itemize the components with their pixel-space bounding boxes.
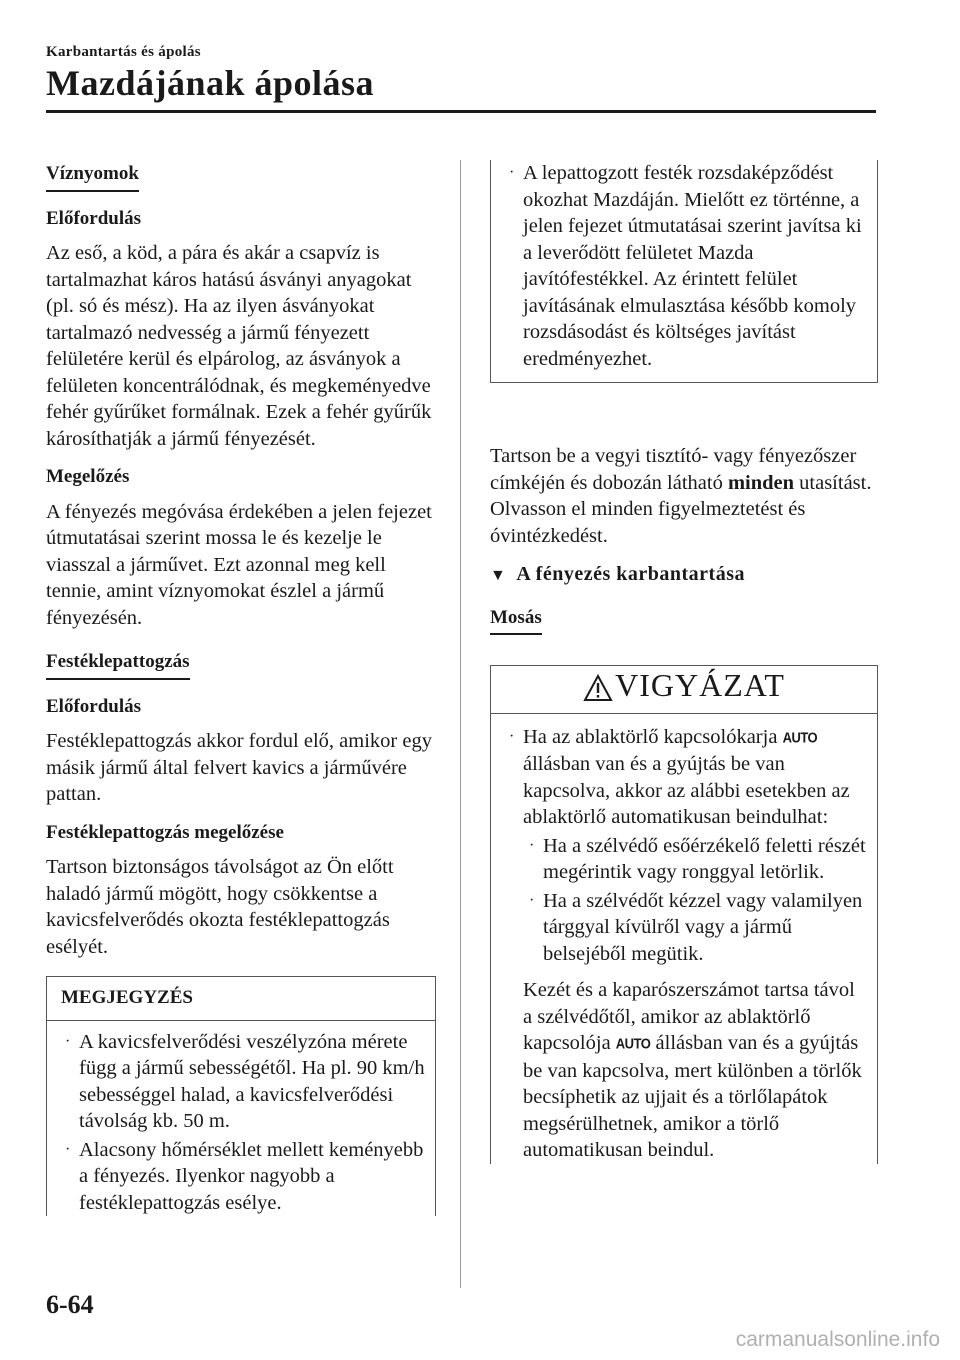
triangle-down-icon: ▼: [490, 567, 507, 584]
subheading-chipping-occurrence: Előfordulás: [46, 695, 142, 717]
warning-box: [490, 665, 878, 1164]
note-box: [46, 976, 436, 1216]
header-rule: [46, 110, 876, 113]
list-item: · Alacsony hőmérséklet mellett keményebb a fényezés. Ilyenkor nagyobb a festéklepattogzás esélye.: [65, 1138, 424, 1214]
page-title: Mazdájának ápolása: [46, 63, 375, 103]
page-number: 6-64: [46, 1290, 94, 1319]
section-label: Karbantartás és ápolás: [46, 44, 201, 60]
prevention-text: A fényezés megóvása érdekében a jelen fejezet útmutatásai szerint mossa le és kezelje le viasszal a járművet. Ezt azonnal meg kell tennie, amint víznyomokat észlel a jármű fényezésén.: [46, 500, 432, 629]
note-box-continued: [490, 160, 878, 383]
auto-mark: AUTO: [615, 1034, 651, 1053]
chipping-occurrence-text: Festéklepattogzás akkor fordul elő, amikor egy másik jármű által felvert kavics a járművére pattan.: [46, 730, 432, 805]
warning-triangle-icon: [583, 674, 613, 705]
subheading-occurrence: Előfordulás: [46, 207, 142, 229]
list-item: · A kavicsfelverődési veszélyzóna mérete függ a jármű sebességétől. Ha pl. 90 km/h sebességgel halad, a kavicsfelverődési távolság kb. 50 m.: [65, 1030, 425, 1132]
emphasis-minden: minden: [727, 471, 795, 494]
note-body: [47, 1021, 435, 1217]
warning-body: [491, 714, 877, 1164]
auto-mark: AUTO: [782, 728, 818, 746]
chipping-prevention-text: Tartson biztonságos távolságot az Ön előtt haladó jármű mögött, hogy csökkentse a kavicsfelverődés okozta festéklepattogzás esélyét.: [46, 856, 394, 958]
heading-washing: Mosás: [490, 605, 542, 636]
sub-list: [501, 833, 867, 968]
bullet-icon: ·: [509, 727, 515, 745]
warning-title: VIGYÁZAT: [491, 666, 877, 714]
list-item: · Ha a szélvédőt kézzel vagy valamilyen tárggyal kívülről vagy a jármű belsejéből megütik.: [529, 889, 863, 965]
note-title: MEGJEGYZÉS: [47, 977, 435, 1021]
subheading-prevention: Megelőzés: [46, 466, 130, 487]
left-column: [46, 160, 436, 1218]
list-item: · A lepattogzott festék rozsdaképződést okozhat Mazdáján. Mielőtt ez történne, a jelen fejezet útmutatásai szerint javítsa ki a leverődött felületet Mazda javítófestékkel. Az érintett felület javításának elmulasztása később komoly rozsdásodást és költséges javítást eredményezhet.: [509, 162, 862, 370]
warning-paragraph: Kezét és a kaparószerszámot tartsa távol a szélvédőtől, amikor az ablaktörlő kapcsolója AUTO állásban van és a gyújtás be van kapcsolva, mert különben a törlők becsíphetik az ujjait és a törlőlapátok megsérülhetnek, amikor a törlő automatikusan beindul.: [523, 979, 862, 1161]
subheading-chipping-prevention: Festéklepattogzás megelőzése: [46, 821, 284, 843]
occurrence-text: Az eső, a köd, a pára és akár a csapvíz is tartalmazhat káros hatású ásványi anyagokat (pl. só és mész). Ha az ilyen ásványokat tartalmazó nedvesség a jármű fényezett felületére kerül és elpárolog, az ásványok a felületen koncentrálódnak, és megkeményedve fehér gyűrűket formálnak. Ezek a fehér gyűrűk károsíthatják a jármű fényezését.: [46, 242, 432, 450]
watermark: carmanualsonline.info: [735, 1328, 940, 1351]
bullet-icon: ·: [65, 1140, 71, 1158]
bullet-icon: ·: [529, 891, 535, 909]
list-item: · Ha a szélvédő esőérzékelő feletti részét megérintik vagy ronggyal letörlik.: [529, 834, 866, 883]
bullet-icon: ·: [65, 1032, 71, 1050]
right-column: [490, 160, 878, 1176]
column-divider: [460, 160, 461, 1288]
instruction-text: Tartson be a vegyi tisztító- vagy fényezőszer címkéjén és dobozán látható minden utasítást. Olvasson el minden figyelmeztetést és óvintézkedést.: [490, 445, 872, 547]
list-item: · Ha az ablaktörlő kapcsolókarja AUTO állásban van és a gyújtás be van kapcsolva, akkor az alábbi esetekben az ablaktörlő automatikusan beindulhat:: [501, 724, 867, 831]
heading-chipping: Festéklepattogzás: [46, 649, 190, 680]
bullet-icon: ·: [509, 164, 515, 181]
section-heading: ▼ A fényezés karbantartása: [490, 561, 878, 590]
heading-viznyomok: Víznyomok: [46, 161, 139, 192]
bullet-icon: ·: [529, 836, 535, 854]
